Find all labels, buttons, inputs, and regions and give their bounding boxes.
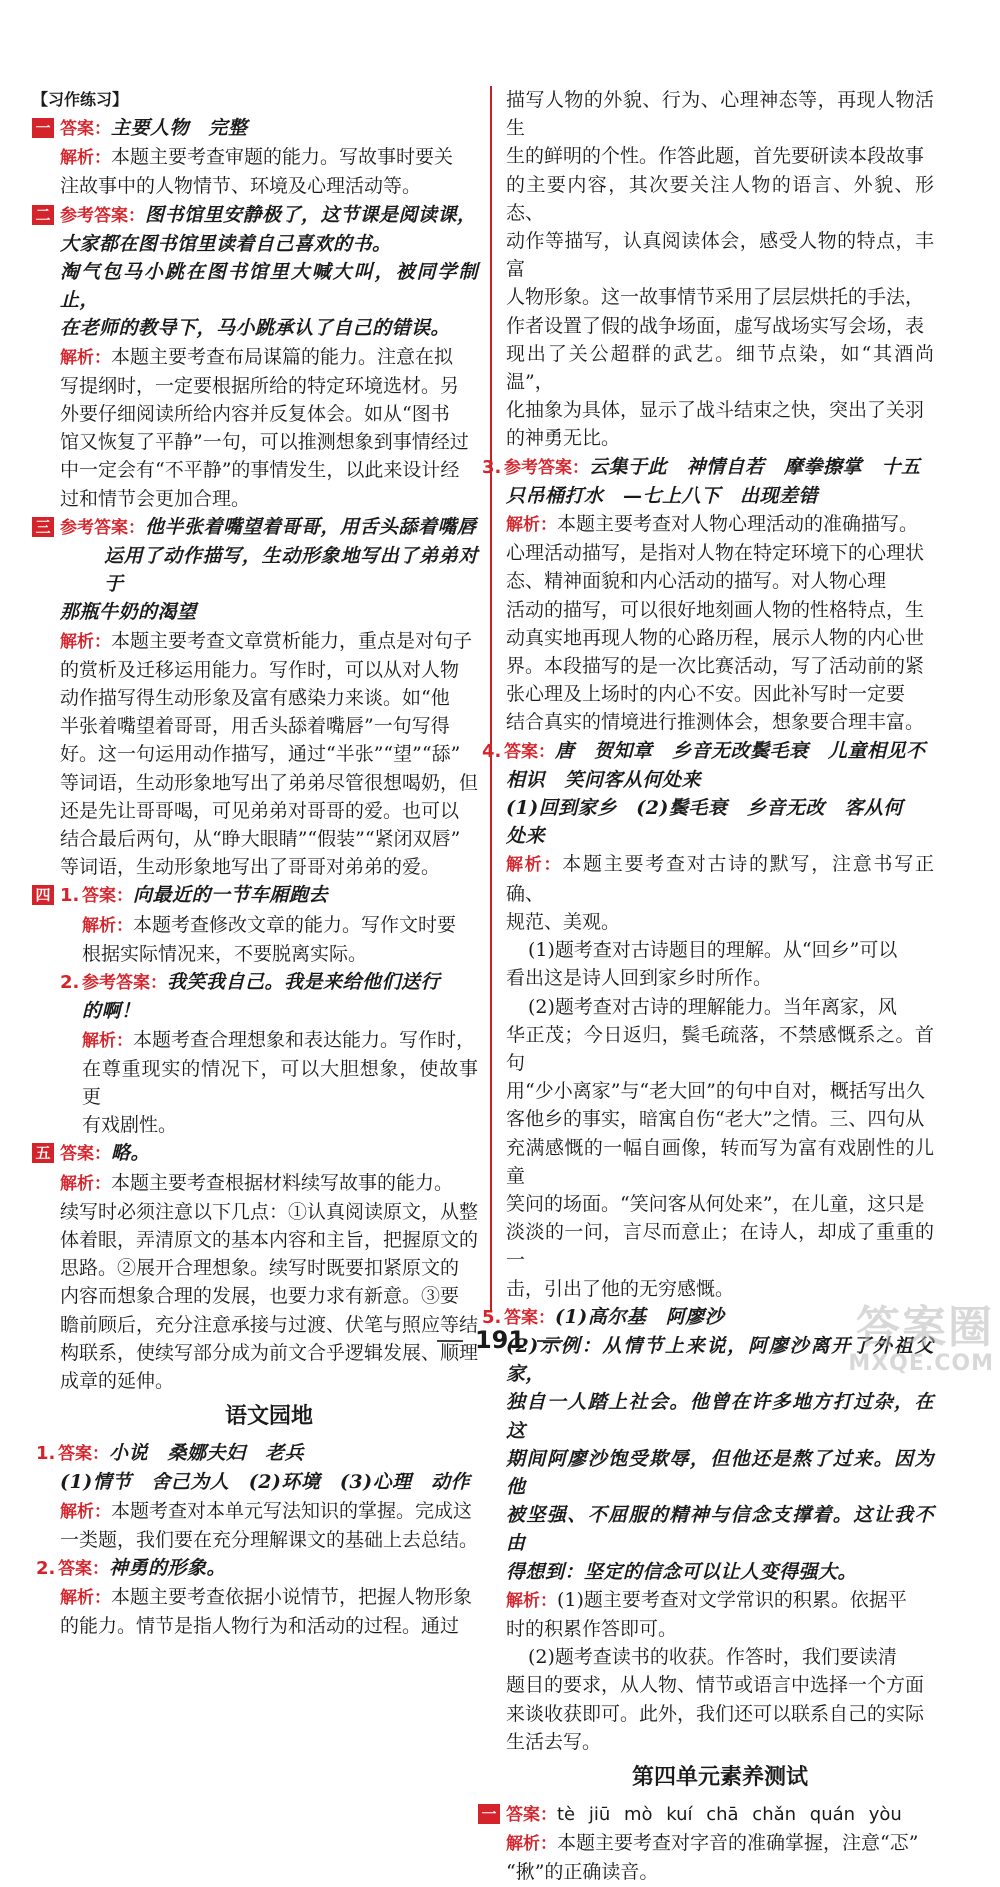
analysis-line: 本题考查对本单元写法知识的掌握。完成这: [111, 1499, 473, 1522]
analysis-line: 本题考查修改文章的能力。写作文时要: [133, 913, 457, 936]
analysis-label: 解析: [60, 347, 94, 368]
analysis-line: 还是先让哥哥喝，可见弟弟对哥哥的爱。也可以: [60, 799, 460, 822]
analysis-line: (2)题考查读书的收获。作答时，我们要读清: [528, 1646, 897, 1669]
yuandi-question-2: 2. 答案：神勇的形象。 解析：本题主要考查依据小说情节，把握人物形象 的能力。情节是指人物行为和活动的过程。通过: [60, 1554, 478, 1641]
answer-label: 参考答案: [504, 457, 572, 478]
question-3: 三 参考答案：他半张着嘴望着哥哥，用舌头舔着嘴唇 运用了动作描写，生动形象地写出了弟弟对于 那瓶牛奶的渴望 解析：本题主要考查文章赏析能力，重点是对句子 的赏析及迁移运用能力。写作时，可以从对人物 动作描写得生动形象及富有感染力来谈。如“他 半张着嘴望着哥哥，用舌头舔着嘴唇”一句写得 好。这一句运用动作描写，通过“半张”“望”“舔” 等词语，生动形象地写出了弟弟尽管很想喝奶，但 还是先让哥哥喝，可见弟弟对哥哥的爱。也可以 结合最后两句，从“睁大眼睛”“假装”“紧闭双唇” 等词语，生动形象地写出了哥哥对弟弟的爱。: [60, 513, 478, 882]
analysis-line: 作者设置了假的战争场面，虚写战场实写会场，表: [506, 314, 925, 337]
item-number: 1.: [36, 1443, 56, 1465]
analysis-line: 化抽象为具体，显示了战斗结束之快，突出了关羽: [506, 399, 925, 422]
column-divider: [490, 86, 492, 1312]
answer-label: 答案: [504, 1307, 538, 1328]
analysis-line: 充满感慨的一幅自画像，转而写为富有戏剧性的儿童: [506, 1136, 934, 1187]
analysis-line: 动真实地再现人物的心路历程，展示人物的内心世: [506, 626, 925, 649]
item-number: 4.: [482, 740, 502, 762]
answer-text: 他半张着嘴望着哥哥，用舌头舔着嘴唇: [145, 515, 477, 538]
analysis-line: 内容而想象合理的发展，也要力求有新意。③要: [60, 1285, 460, 1308]
answer-label: 答案: [60, 1144, 94, 1165]
analysis-line: 动作描写得生动形象及富有感染力来谈。如“他: [60, 687, 450, 710]
answer-text: 独自一人踏上社会。他曾在许多地方打过杂，在这: [506, 1391, 934, 1442]
answer-label: 参考答案: [60, 205, 128, 226]
answer-text: 大家都在图书馆里读着自己喜欢的书。: [60, 232, 392, 255]
analysis-line: 击，引出了他的无穷感慨。: [506, 1277, 735, 1300]
analysis-line: “揪”的正确读音。: [506, 1861, 659, 1884]
section-tag: 【习作练习】: [32, 90, 129, 109]
analysis-line: 客他乡的事实，暗寓自伤“老大”之情。三、四句从: [506, 1108, 925, 1131]
answer-text: 图书馆里安静极了，这节课是阅读课，: [145, 203, 477, 226]
question-badge: 五: [32, 1143, 54, 1163]
answer-text: (2)示例：从情节上来说，阿廖沙离开了外祖父家，: [506, 1334, 934, 1386]
analysis-line: 思路。②展开合理想象。续写时既要扣紧原文的: [60, 1257, 460, 1280]
analysis-line: 界。本段描写的是一次比赛活动，写了活动前的紧: [506, 655, 925, 678]
answer-text: 我笑我自己。我是来给他们送行: [167, 971, 441, 994]
analysis-line: 过和情节会更加合理。: [60, 487, 251, 510]
analysis-line: 馆又恢复了平静”一句，可以推测想象到事情经过: [60, 431, 469, 454]
analysis-label: 解析: [82, 1030, 116, 1051]
answer-text: 被坚强、不屈服的精神与信念支撑着。这让我不由: [506, 1504, 934, 1555]
analysis-line: 结合真实的情境进行推测体会，想象要合理丰富。: [506, 711, 925, 734]
analysis-line: 本题主要考查布局谋篇的能力。注意在拟: [111, 345, 454, 368]
question-badge: 一: [478, 1804, 500, 1824]
analysis-line: 等词语，生动形象地写出了弟弟尽管很想喝奶，但: [60, 771, 479, 794]
answer-text: (1)高尔基 阿廖沙: [555, 1305, 725, 1328]
item-number: 2.: [36, 1557, 56, 1579]
analysis-label: 解析: [60, 631, 94, 652]
analysis-line: 描写人物的外貌、行为、心理神态等，再现人物活生: [506, 89, 934, 140]
unit-question-1: 一 答案：tè jiū mò kuí chā chǎn quán yòu 解析：本题主要考查对字音的准确掌握，注意“忑” “揪”的正确读音。: [506, 1800, 934, 1887]
answer-label: 参考答案: [82, 973, 150, 994]
item-number: 5.: [482, 1306, 502, 1328]
analysis-line: 题目的要求，从人物、情节或语言中选择一个方面: [506, 1674, 925, 1697]
page-number-dash: [537, 1340, 563, 1342]
answer-text: 在老师的教导下，马小跳承认了自己的错误。: [60, 317, 451, 340]
analysis-label: 解析: [60, 148, 94, 169]
answer-text: 期间阿廖沙饱受欺辱，但他还是熬了过来。因为他: [506, 1447, 934, 1498]
analysis-line: 写提纲时，一定要根据所给的特定环境选材。另: [60, 374, 460, 397]
watermark-text: 答案圈: [856, 1302, 994, 1353]
analysis-line: 本题考查合理想象和表达能力。写作时，: [133, 1028, 476, 1051]
question-4: 四 1. 答案：向最近的一节车厢跑去 解析：本题考查修改文章的能力。写作文时要 根据实际情况来，不要脱离实际。 2. 参考答案：我笑我自己。我是来给他们送行 的啊！ 解析：本题考查合理想象和表达能力。写作时， 在尊重现实的情况下，可以大胆想象，使故事更 有戏剧性。: [60, 881, 478, 1139]
continued-analysis: [506, 86, 934, 453]
answer-text: 云集于此 神情自若 摩拳擦掌 十五: [589, 455, 921, 478]
analysis-label: 解析: [506, 855, 544, 876]
left-column: [32, 88, 479, 1641]
analysis-line: 中一定会有“不平静”的事情发生，以此来设计经: [60, 459, 460, 482]
analysis-line: 在尊重现实的情况下，可以大胆想象，使故事更: [82, 1057, 478, 1108]
analysis-line: 用“少小离家”与“老大回”的句中自对，概括写出久: [506, 1080, 925, 1103]
yuandi-question-3: 3. 参考答案：云集于此 神情自若 摩拳擦掌 十五 只吊桶打水 —七上八下 出现差错 解析：本题主要考查对人物心理活动的准确描写。 心理活动描写，是指对人物在特定环境下的心理状 态、精神面貌和内心活动的描写。对人物心理 活动的描写，可以很好地刻画人物的性格特点，生 动真实地再现人物的心路历程，展示人物的内心世 界。本段描写的是一次比赛活动，写了活动前的紧 张心理及上场时的内心不安。因此补写时一定要 结合真实的情境进行推测体会，想象要合理丰富。: [506, 453, 934, 737]
analysis-line: 人物形象。这一故事情节采用了层层烘托的手法，: [506, 286, 925, 309]
analysis-line: 来谈收获即可。此外，我们还可以联系自己的实际: [506, 1702, 925, 1725]
question-2: 二 参考答案：图书馆里安静极了，这节课是阅读课， 大家都在图书馆里读着自己喜欢的书。 淘气包马小跳在图书馆里大喊大叫，被同学制止， 在老师的教导下，马小跳承认了自己的错误。 解析：本题主要考查布局谋篇的能力。注意在拟 写提纲时，一定要根据所给的特定环境选材。另 外要仔细阅读所给内容并反复体会。如从“图书 馆又恢复了平静”一句，可以推测想象到事情经过 中一定会有“不平静”的事情发生，以此来设计经 过和情节会更加合理。: [60, 201, 478, 513]
analysis-line: 续写时必须注意以下几点：①认真阅读原文，从整: [60, 1200, 479, 1223]
question-badge: 三: [32, 517, 54, 537]
answer-text: 运用了动作描写，生动形象地写出了弟弟对于: [104, 545, 478, 596]
answer-label: 答案: [58, 1558, 92, 1579]
answer-label: 答案: [58, 1444, 92, 1465]
analysis-line: 等词语，生动形象地写出了哥哥对弟弟的爱。: [60, 856, 441, 879]
analysis-line: 好。这一句运用动作描写，通过“半张”“望”“舔”: [60, 743, 461, 766]
analysis-label: 解析: [60, 1588, 94, 1609]
analysis-line: 的赏析及迁移运用能力。写作时，可以从对人物: [60, 658, 460, 681]
analysis-line: 本题主要考查对字音的准确掌握，注意“忑”: [557, 1832, 919, 1855]
watermark-url: MXQE.COM: [848, 1351, 994, 1376]
section-heading: 第四单元素养测试: [631, 1764, 808, 1790]
answer-text: (1)情节 舍己为人 (2)环境 (3)心理 动作: [60, 1471, 471, 1494]
analysis-line: 一类题，我们要在充分理解课文的基础上去总结。: [60, 1528, 479, 1551]
analysis-line: (1)题考查对古诗题目的理解。从“回乡”可以: [528, 939, 898, 962]
analysis-line: 构联系，使续写部分成为前文合乎逻辑发展、顺理: [60, 1341, 479, 1364]
answer-text: 那瓶牛奶的渴望: [60, 601, 197, 624]
answer-text: 得想到：坚定的信念可以让人变得强大。: [506, 1560, 858, 1583]
analysis-line: 的主要内容，其次要关注人物的语言、外貌、形态、: [506, 173, 934, 224]
analysis-line: 张心理及上场时的内心不安。因此补写时一定要: [506, 683, 906, 706]
question-badge: 一: [32, 118, 54, 138]
analysis-line: 体着眼，弄清原文的基本内容和主旨，把握原文的: [60, 1228, 479, 1251]
section-heading: 语文园地: [224, 1404, 313, 1430]
analysis-line: 根据实际情况来，不要脱离实际。: [82, 942, 368, 965]
analysis-line: 规范、美观。: [506, 910, 621, 933]
item-number: 3.: [482, 456, 502, 478]
answer-text: 相识 笑问客从何处来: [506, 768, 702, 791]
answer-text: 唐 贺知章 乡音无改鬓毛衰 儿童相见不: [555, 739, 926, 762]
analysis-line: 心理活动描写，是指对人物在特定环境下的心理状: [506, 542, 925, 565]
answer-text: 略。: [111, 1142, 151, 1165]
answer-text: 的啊！: [82, 1000, 141, 1023]
analysis-line: 本题主要考查文章赏析能力，重点是对句子: [111, 629, 473, 652]
analysis-line: 成章的延伸。: [60, 1369, 175, 1392]
analysis-line: 本题主要考查根据材料续写故事的能力。: [111, 1171, 454, 1194]
analysis-line: 生的鲜明的个性。作答此题，首先要研读本段故事: [506, 145, 925, 168]
yuandi-question-1: 1. 答案：小说 桑娜夫妇 老兵 (1)情节 舍己为人 (2)环境 (3)心理 动作 解析：本题考查对本单元写法知识的掌握。完成这 一类题，我们要在充分理解课文的基础上去总结。: [60, 1439, 478, 1554]
analysis-line: 现出了关公超群的武艺。细节点染，如“其酒尚温”，: [506, 342, 934, 394]
analysis-line: 华正茂；今日返归，鬓毛疏落，不禁感慨系之。首句: [506, 1023, 934, 1074]
pinyin-answer: tè jiū mò kuí chā chǎn quán yòu: [557, 1803, 902, 1825]
analysis-label: 解析: [82, 915, 116, 936]
analysis-line: 有戏剧性。: [82, 1114, 178, 1137]
answer-label: 答案: [504, 741, 538, 762]
analysis-label: 解析: [506, 1834, 540, 1855]
yuandi-question-4: 4. 答案：唐 贺知章 乡音无改鬓毛衰 儿童相见不 相识 笑问客从何处来 (1)回到家乡 (2)鬓毛衰 乡音无改 客从何 处来 解析：本题主要考查对古诗的默写，注意书写正确、 规范、美观。 (1)题考查对古诗题目的理解。从“回乡”可以 看出这是诗人回到家乡时所作。 (2)题考查对古诗的理解能力。当年离家，风 华正茂；今日返归，鬓毛疏落，不禁感慨系之。首句 用“少小离家”与“老大回”的句中自对，概括写出久 客他乡的事实，暗寓自伤“老大”之情。三、四句从 充满感慨的一幅自画像，转而写为富有戏剧性的儿童 笑问的场面。“笑问客从何处来”，在儿童，这只是 淡淡的一问，言尽而意止；在诗人，却成了重重的一 击，引出了他的无穷感慨。: [506, 737, 934, 1303]
analysis-label: 解析: [60, 1173, 94, 1194]
answer-text: 只吊桶打水 —七上八下 出现差错: [506, 484, 819, 507]
answer-text: 淘气包马小跳在图书馆里大喊大叫，被同学制止，: [60, 261, 478, 312]
analysis-line: 态、精神面貌和内心活动的描写。对人物心理: [506, 570, 887, 593]
analysis-line: 本题主要考查对古诗的默写，注意书写正确、: [506, 853, 934, 905]
answer-label: 答案: [60, 119, 94, 139]
analysis-line: 注故事中的人物情节、环境及心理活动等。: [60, 175, 422, 198]
answer-text: 神勇的形象。: [109, 1556, 227, 1579]
analysis-line: 淡淡的一问，言尽而意止；在诗人，却成了重重的一: [506, 1221, 934, 1272]
page-number-text: 191: [474, 1326, 526, 1354]
analysis-line: (1)题主要考查对文学常识的积累。依据平: [557, 1588, 907, 1611]
analysis-line: 动作等描写，认真阅读体会，感受人物的特点，丰富: [506, 230, 934, 281]
watermark-logo: [814, 1302, 994, 1383]
answer-text: (1)回到家乡 (2)鬓毛衰 乡音无改 客从何: [506, 797, 903, 820]
analysis-line: 结合最后两句，从“睁大眼睛”“假装”“紧闭双唇”: [60, 828, 461, 851]
analysis-line: 外要仔细阅读所给内容并反复体会。如从“图书: [60, 403, 450, 426]
answer-text: 主要人物 完整: [111, 117, 248, 139]
analysis-line: 笑问的场面。“笑问客从何处来”，在儿童，这只是: [506, 1192, 925, 1215]
answer-label: 参考答案: [60, 517, 128, 538]
analysis-line: 活动的描写，可以很好地刻画人物的性格特点，生: [506, 598, 925, 621]
analysis-line: 的能力。情节是指人物行为和活动的过程。通过: [60, 1615, 460, 1638]
answer-label: 答案: [506, 1804, 540, 1825]
analysis-line: 时的积累作答即可。: [506, 1617, 678, 1640]
yuandi-question-5: 5. 答案：(1)高尔基 阿廖沙 (2)示例：从情节上来说，阿廖沙离开了外祖父家， 独自一人踏上社会。他曾在许多地方打过杂，在这 期间阿廖沙饱受欺辱，但他还是熬了过来。因为他 被坚强、不屈服的精神与信念支撑着。这让我不由 得想到：坚定的信念可以让人变得强大。 解析：(1)题主要考查对文学常识的积累。依据平 时的积累作答即可。 (2)题考查读书的收获。作答时，我们要读清 题目的要求，从人物、情节或语言中选择一个方面 来谈收获即可。此外，我们还可以联系自己的实际 生活去写。: [506, 1303, 934, 1756]
item-number: 2.: [60, 972, 80, 994]
analysis-line: 的神勇无比。: [506, 427, 621, 450]
analysis-line: (2)题考查对古诗的理解能力。当年离家，风: [528, 995, 897, 1018]
analysis-line: 瞻前顾后，充分注意承接与过渡、伏笔与照应等结: [60, 1313, 479, 1336]
analysis-label: 解析: [60, 1501, 94, 1522]
analysis-line: 本题主要考查依据小说情节，把握人物形象: [111, 1586, 473, 1609]
answer-label: 答案: [82, 886, 116, 907]
analysis-line: 本题主要考查审题的能力。写故事时要关: [111, 146, 454, 169]
analysis-line: 看出这是诗人回到家乡时所作。: [506, 967, 773, 990]
answer-text: 小说 桑娜夫妇 老兵: [109, 1442, 305, 1465]
analysis-line: 生活去写。: [506, 1730, 602, 1753]
analysis-line: 本题主要考查对人物心理活动的准确描写。: [557, 513, 919, 536]
answer-text: 向最近的一节车厢跑去: [133, 884, 329, 907]
question-1: 一 答案：主要人物 完整 解析：本题主要考查审题的能力。写故事时要关 注故事中的人物情节、环境及心理活动等。: [60, 114, 478, 201]
analysis-label: 解析: [506, 1590, 540, 1611]
analysis-line: 半张着嘴望着哥哥，用舌头舔着嘴唇”一句写得: [60, 715, 450, 738]
question-badge: 二: [32, 205, 54, 225]
question-5: 五 答案：略。 解析：本题主要考查根据材料续写故事的能力。 续写时必须注意以下几点：①认真阅读原文，从整 体着眼，弄清原文的基本内容和主旨，把握原文的 思路。②展开合理想象。续写时既要扣紧原文的 内容而想象合理的发展，也要力求有新意。③要 瞻前顾后，充分注意承接与过渡、伏笔与照应等结 构联系，使续写部分成为前文合乎逻辑发展、顺理 成章的延伸。: [60, 1139, 478, 1395]
analysis-label: 解析: [506, 515, 540, 536]
answer-text: 处来: [506, 825, 546, 848]
item-number: 1.: [60, 885, 80, 907]
question-badge: 四: [32, 885, 54, 905]
page-number-dash: [437, 1340, 463, 1342]
